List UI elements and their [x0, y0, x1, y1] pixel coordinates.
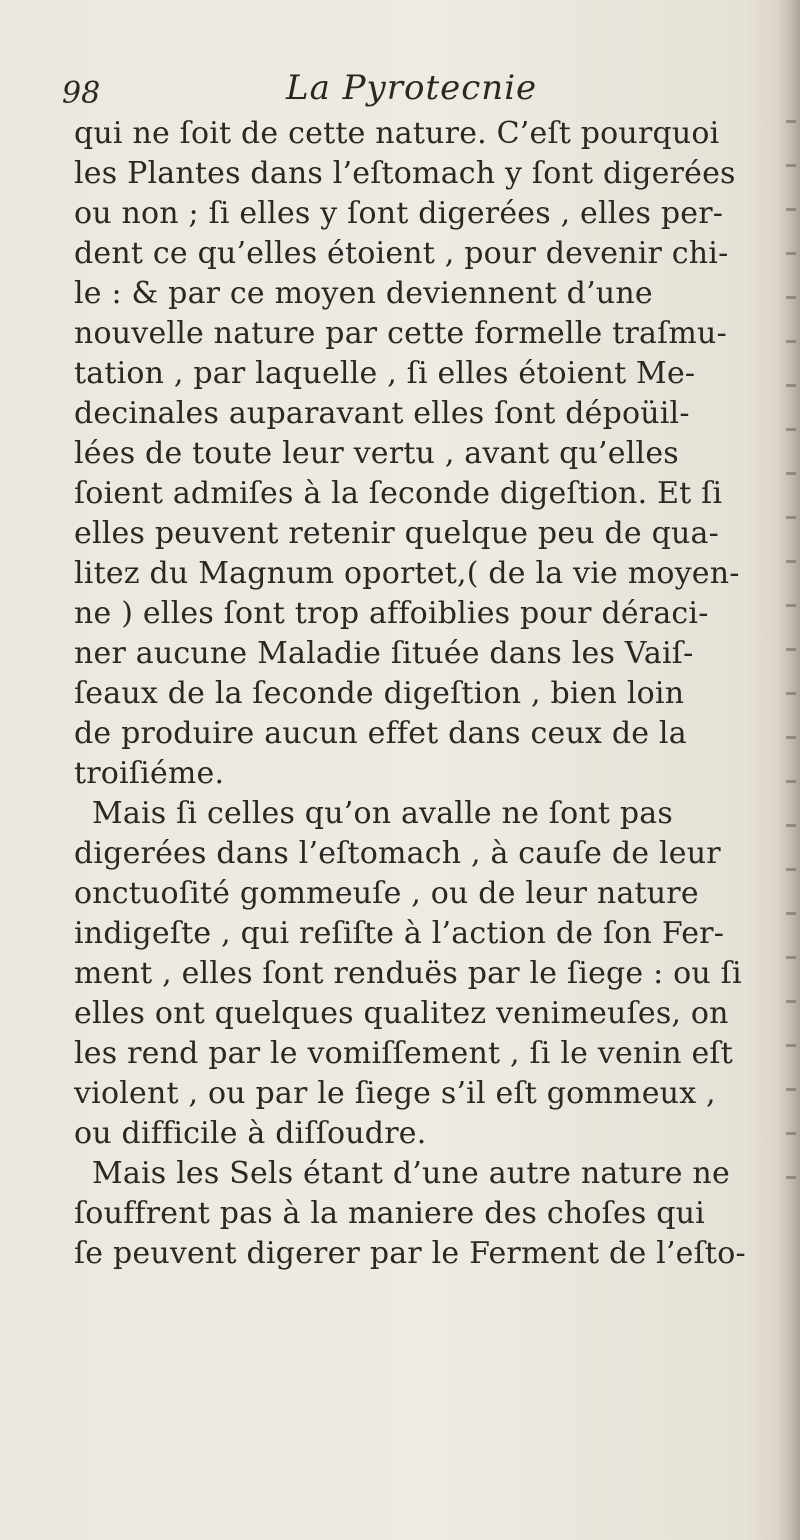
text-line: ou difficile à diſſoudre. — [74, 1116, 427, 1151]
text-line: indigeſte , qui reſiſte à l’action de ſon Fer- — [74, 916, 725, 951]
running-title: La Pyrotecnie — [286, 68, 538, 108]
page-header — [62, 68, 762, 118]
facing-page-margin — [786, 120, 796, 1220]
text-line: qui ne ſoit de cette nature. C’eſt pourquoi — [74, 116, 720, 151]
text-line: ſoient admiſes à la ſeconde digeſtion. Et ſi — [74, 476, 723, 511]
text-line: dent ce qu’elles étoient , pour devenir chi- — [74, 236, 729, 271]
text-line: ou non ; ſi elles y ſont digerées , elles per- — [74, 196, 724, 231]
text-line: ſe peuvent digerer par le Ferment de l’eſto- — [74, 1236, 746, 1271]
text-line: ment , elles ſont renduës par le ſiege : ou ſi — [74, 956, 742, 991]
text-line: digerées dans l’eſtomach , à cauſe de leur — [74, 836, 721, 871]
text-line: les Plantes dans l’eſtomach y ſont digerées — [74, 156, 736, 191]
text-line: troiſiéme. — [74, 756, 225, 791]
body-text — [74, 114, 774, 1274]
text-line: ſouffrent pas à la maniere des choſes qui — [74, 1196, 705, 1231]
text-line: ne ) elles ſont trop affoiblies pour déraci- — [74, 596, 709, 631]
text-line: de produire aucun effet dans ceux de la — [74, 716, 687, 751]
text-line: ner aucune Maladie ſituée dans les Vaiſ- — [74, 636, 694, 671]
text-line: ſeaux de la ſeconde digeſtion , bien loin — [74, 676, 685, 711]
text-line: decinales auparavant elles ſont dépoüil- — [74, 396, 690, 431]
text-line: les rend par le vomiſſement , ſi le venin eſt — [74, 1036, 733, 1071]
text-line: le : & par ce moyen deviennent d’une — [74, 276, 653, 311]
page-number: 98 — [62, 76, 101, 111]
paragraph-start-line: Mais les Sels étant d’une autre nature ne — [92, 1156, 730, 1191]
text-line: lées de toute leur vertu , avant qu’elles — [74, 436, 679, 471]
text-line: litez du Magnum oportet,( de la vie moyen- — [74, 556, 740, 591]
text-line: violent , ou par le ſiege s’il eſt gommeux , — [74, 1076, 716, 1111]
text-line: nouvelle nature par cette formelle traſmu- — [74, 316, 727, 351]
text-line: elles ont quelques qualitez venimeuſes, on — [74, 996, 729, 1031]
text-line: elles peuvent retenir quelque peu de qua- — [74, 516, 719, 551]
text-line: onctuoſité gommeuſe , ou de leur nature — [74, 876, 699, 911]
paragraph-start-line: Mais ſi celles qu’on avalle ne ſont pas — [92, 796, 673, 831]
text-line: tation , par laquelle , ſi elles étoient Me- — [74, 356, 696, 391]
